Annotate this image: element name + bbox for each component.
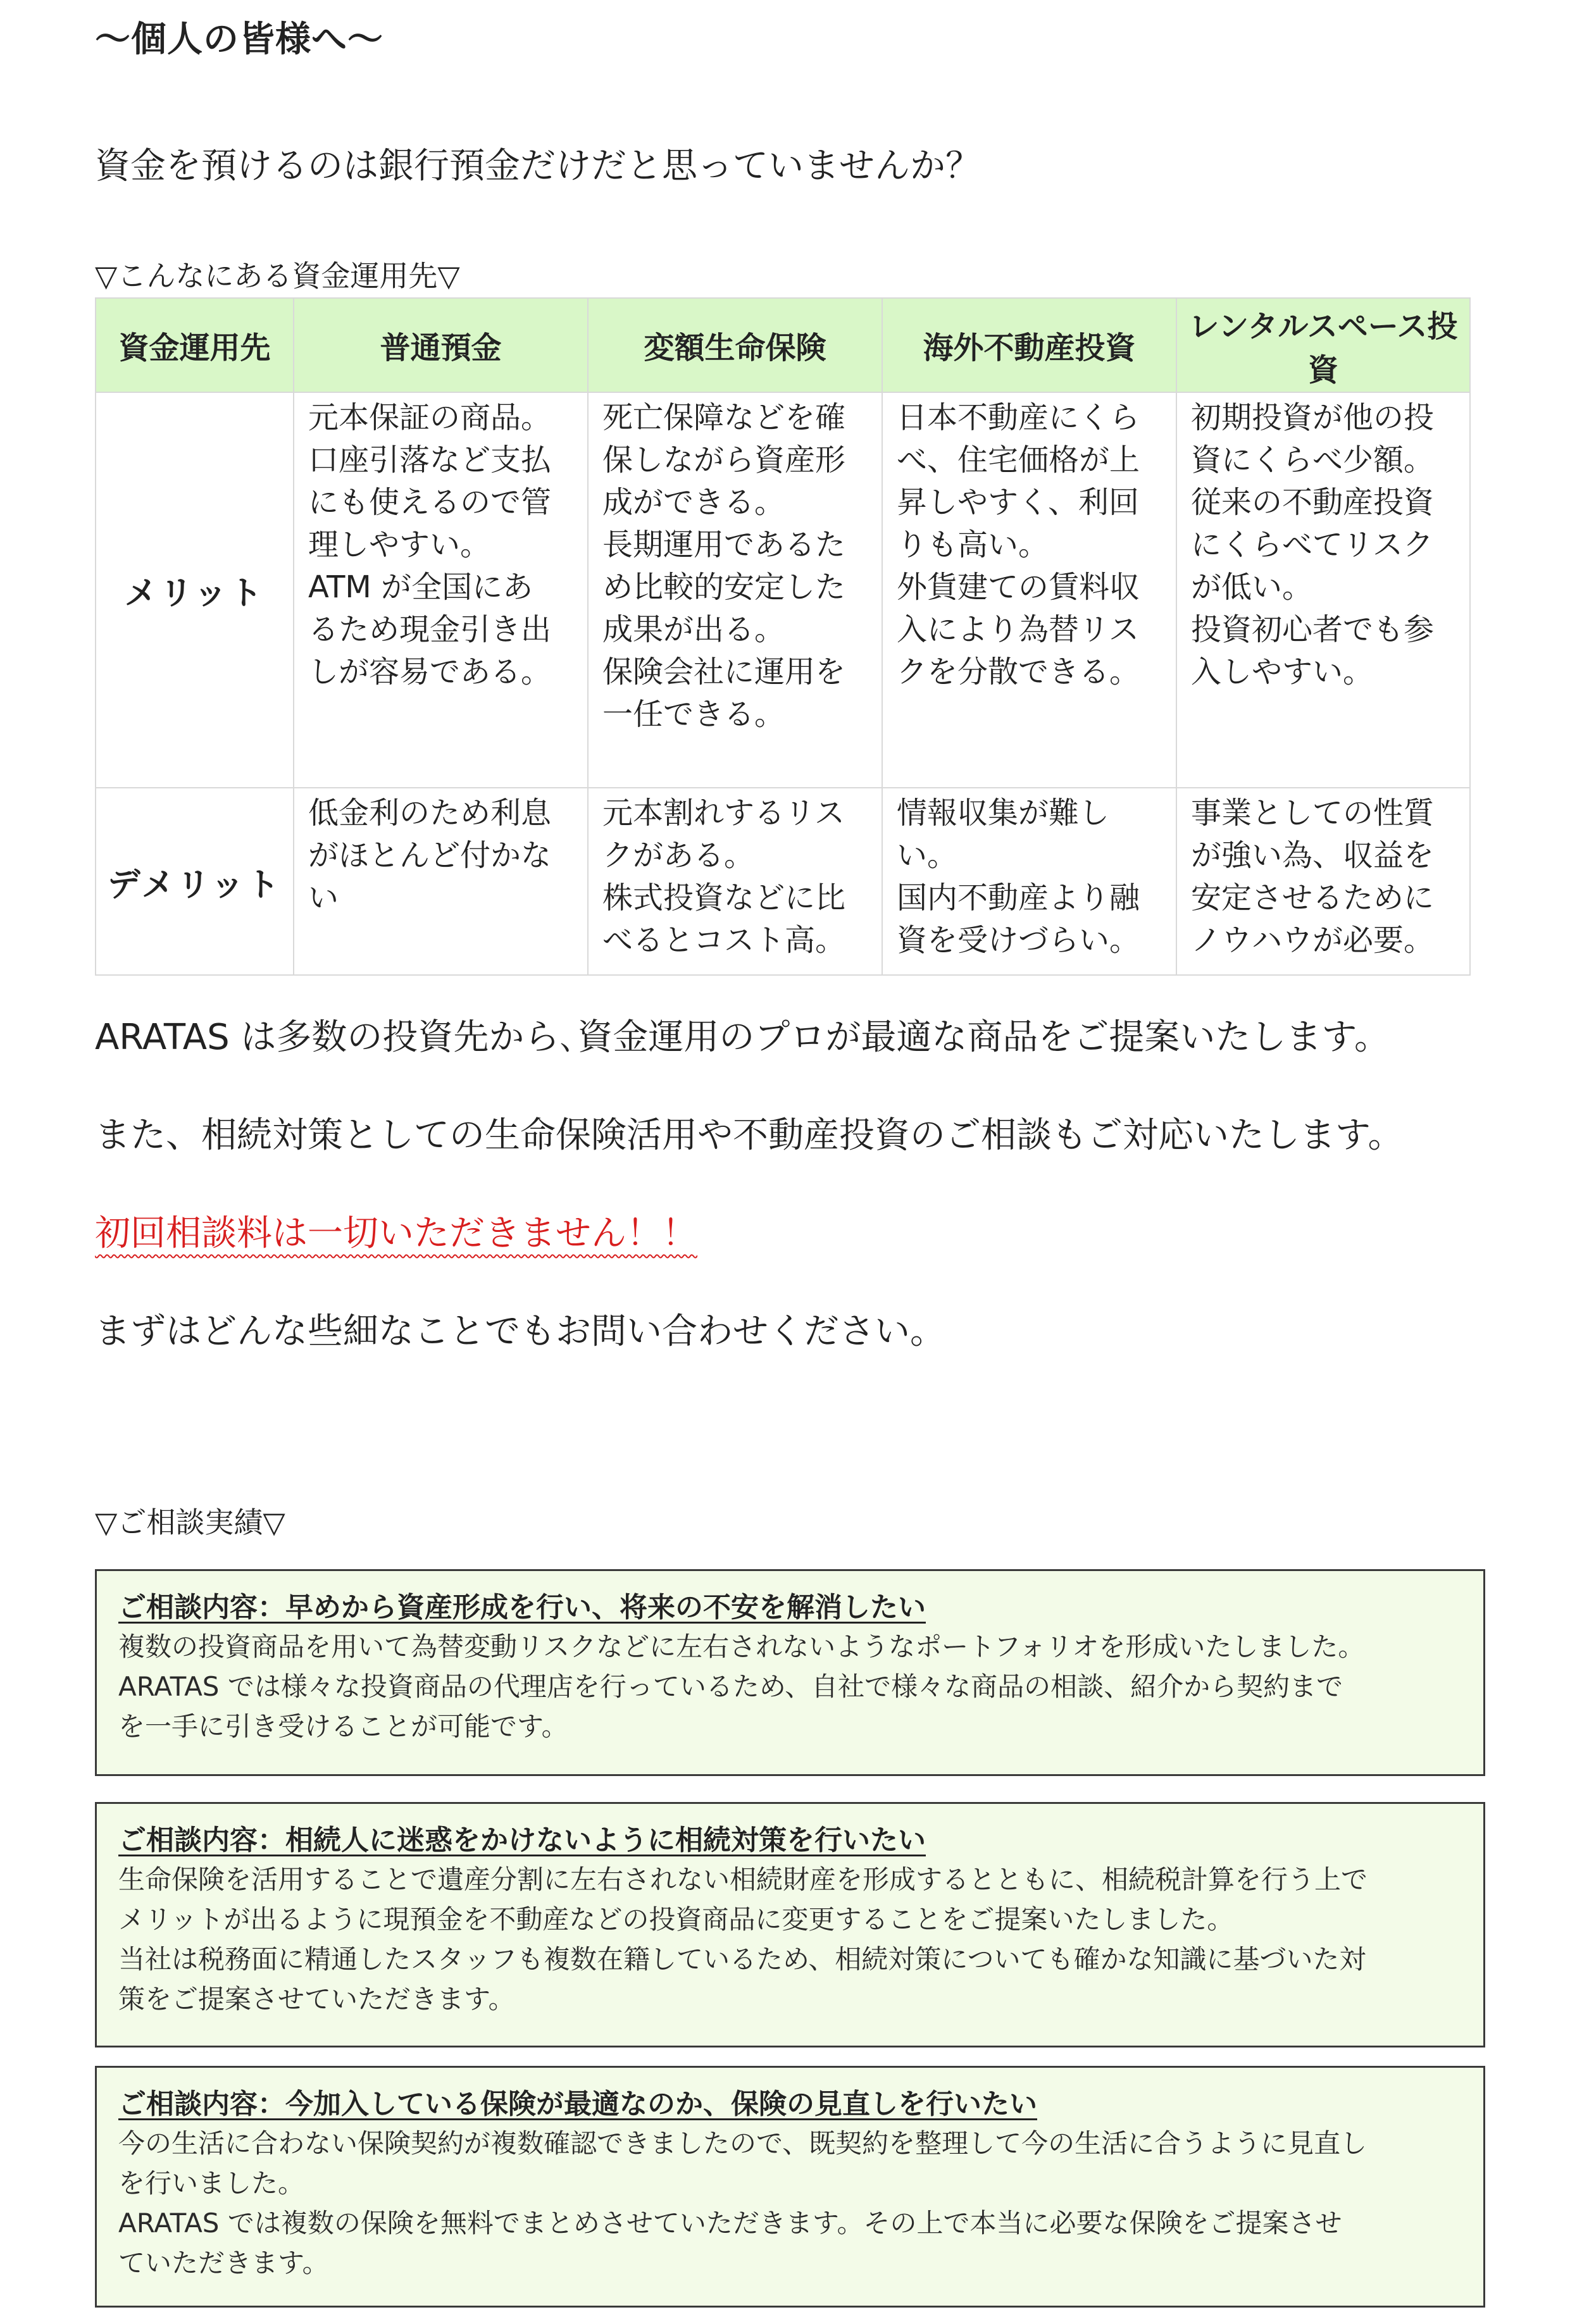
- cell-text-line: 口座引落など支払: [308, 442, 552, 478]
- cell-text-line: 成ができる。: [602, 485, 785, 520]
- cell-text-line: 従来の不動産投資: [1191, 485, 1435, 520]
- case-box: [95, 2066, 1485, 2308]
- header-overseas-real-estate: 海外不動産投資: [882, 298, 1176, 392]
- demerit-rental-space: [1176, 788, 1470, 975]
- cell-text-line: るため現金引き出: [308, 612, 552, 647]
- cell-text-line: 成果が出る。: [602, 612, 785, 647]
- contact-paragraph: まずはどんな些細なことでもお問い合わせください。: [95, 1311, 945, 1352]
- demerit-variable-life-insurance: [588, 788, 882, 975]
- table-row-demerit: [96, 788, 1470, 975]
- merit-overseas-real-estate: [882, 392, 1176, 788]
- cell-text-line: りも高い。: [897, 527, 1049, 562]
- cell-text-line: にも使えるので管: [308, 485, 552, 520]
- case-text-line: ARATAS では様々な投資商品の代理店を行っているため、自社で様々な商品の相談、紹介から契約まで: [118, 1671, 1343, 1702]
- page-heading: ～個人の皆様へ～: [95, 19, 383, 60]
- case-text-line: 当社は税務面に精通したスタッフも複数在籍しているため、相続対策についても確かな知識に基づいた対: [118, 1944, 1366, 1975]
- case-text-line: 策をご提案させていただきます。: [118, 1984, 515, 2015]
- cell-text-line: 国内不動産より融: [897, 880, 1140, 916]
- cell-text-line: め比較的安定した: [602, 569, 846, 605]
- cell-text-line: 一任できる。: [602, 697, 785, 732]
- case-box: [95, 1802, 1485, 2047]
- cell-text-line: 外貨建ての賃料収: [897, 569, 1140, 605]
- cases-caption: ▽ご相談実績▽: [95, 1505, 285, 1539]
- demerit-overseas-real-estate: [882, 788, 1176, 975]
- case-text-line: 生命保険を活用することで遺産分割に左右されない相続財産を形成するとともに、相続税計算を行う上で: [118, 1864, 1368, 1895]
- cell-text-line: べるとコスト高。: [602, 923, 846, 958]
- cell-text-line: 低金利のため利息: [308, 795, 552, 831]
- cell-text-line: 資にくらべ少額。: [1191, 442, 1435, 478]
- intro-paragraph: ARATAS は多数の投資先から､資金運用のプロが最適な商品をご提案いたします。: [95, 1017, 1390, 1058]
- cell-text-line: がほとんど付かな: [308, 838, 552, 873]
- case-title: ご相談内容：今加入している保険が最適なのか、保険の見直しを行いたい: [118, 2088, 1037, 2120]
- cell-text-line: 日本不動産にくら: [897, 400, 1140, 435]
- cell-text-line: 安定させるために: [1191, 880, 1435, 916]
- cell-text-line: 長期運用であるた: [602, 527, 846, 562]
- inheritance-paragraph: また、相続対策としての生命保険活用や不動産投資のご相談もご対応いたします。: [95, 1115, 1404, 1156]
- merit-rental-space: [1176, 392, 1470, 788]
- table-caption: ▽こんなにある資金運用先▽: [95, 259, 460, 293]
- row-label-demerit: デメリット: [96, 788, 294, 975]
- case-title: ご相談内容：相続人に迷惑をかけないように相続対策を行いたい: [118, 1824, 926, 1856]
- case-text-line: ていただきます。: [118, 2247, 329, 2278]
- header-savings: 普通預金: [294, 298, 588, 392]
- case-text-line: ARATAS では複数の保険を無料でまとめさせていただきます。その上で本当に必要な保険をご提案させ: [118, 2208, 1342, 2239]
- cell-text-line: クを分散できる。: [897, 654, 1140, 690]
- free-consultation-notice: 初回相談料は一切いただきません！！: [95, 1213, 697, 1254]
- cell-text-line: 元本割れするリス: [602, 795, 845, 831]
- cell-text-line: 株式投資などに比: [602, 880, 846, 916]
- merit-variable-life-insurance: [588, 392, 882, 788]
- cell-text-line: 保しながら資産形: [602, 442, 846, 478]
- cell-text-line: ノウハウが必要。: [1191, 923, 1435, 958]
- cell-text-line: クがある。: [602, 838, 755, 873]
- header-category: 資金運用先: [96, 298, 294, 392]
- demerit-savings: [294, 788, 588, 975]
- cell-text-line: 情報収集が難し: [897, 795, 1110, 831]
- cell-text-line: が低い。: [1191, 569, 1313, 605]
- investment-comparison-table: [95, 297, 1471, 976]
- cell-text-line: 投資初心者でも参: [1191, 612, 1435, 647]
- cell-text-line: が強い為、収益を: [1191, 838, 1435, 873]
- table-row-merit: [96, 392, 1470, 788]
- cell-text-line: 資を受けづらい。: [897, 923, 1140, 958]
- cell-text-line: い。: [897, 838, 958, 873]
- header-variable-life-insurance: 変額生命保険: [588, 298, 882, 392]
- case-text-line: 今の生活に合わない保険契約が複数確認できましたので、既契約を整理して今の生活に合うように見直し: [118, 2128, 1368, 2159]
- case-box: [95, 1569, 1485, 1776]
- merit-savings: [294, 392, 588, 788]
- case-title: ご相談内容：早めから資産形成を行い、将来の不安を解消したい: [118, 1591, 926, 1624]
- cell-text-line: 理しやすい。: [308, 527, 491, 562]
- case-text-line: を行いました。: [118, 2168, 305, 2199]
- lead-text: 資金を預けるのは銀行預金だけだと思っていませんか？: [95, 146, 981, 187]
- cell-text-line: べ、住宅価格が上: [897, 442, 1140, 478]
- cell-text-line: にくらべてリスク: [1191, 527, 1434, 562]
- case-text-line: 複数の投資商品を用いて為替変動リスクなどに左右されないようなポートフォリオを形成いたしました。: [118, 1631, 1365, 1662]
- row-label-merit: メリット: [96, 392, 294, 788]
- cell-text-line: しが容易である。: [308, 654, 552, 690]
- cell-text-line: 元本保証の商品。: [308, 400, 552, 435]
- cell-text-line: 死亡保障などを確: [602, 400, 846, 435]
- cell-text-line: ATM が全国にあ: [308, 569, 533, 605]
- table-header-row: [96, 298, 1470, 392]
- cell-text-line: 昇しやすく、利回: [897, 485, 1140, 520]
- case-text-line: を一手に引き受けることが可能です。: [118, 1711, 568, 1742]
- header-rental-space: レンタルスペース投資: [1176, 298, 1470, 392]
- cell-text-line: 入により為替リス: [897, 612, 1140, 647]
- cell-text-line: 初期投資が他の投: [1191, 400, 1435, 435]
- cell-text-line: 保険会社に運用を: [602, 654, 846, 690]
- cell-text-line: い: [308, 880, 339, 916]
- cell-text-line: 事業としての性質: [1191, 795, 1435, 831]
- case-text-line: メリットが出るように現預金を不動産などの投資商品に変更することをご提案いたしました。: [118, 1904, 1234, 1935]
- cell-text-line: 入しやすい。: [1191, 654, 1374, 690]
